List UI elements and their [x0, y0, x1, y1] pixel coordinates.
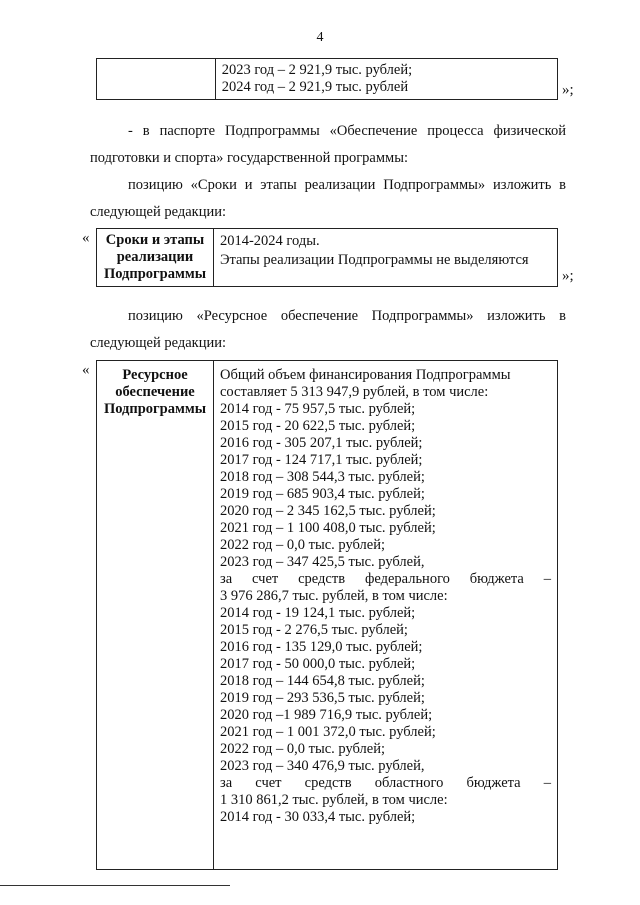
paragraph-resources-position: позицию «Ресурсное обеспечение Подпрограммы» изложить в следующей редакции: [90, 308, 566, 351]
resources-line: 2019 год – 293 536,5 тыс. рублей; [219, 690, 425, 706]
resources-line: 2015 год - 20 622,5 тыс. рублей; [219, 418, 416, 434]
terms-line: Этапы реализации Подпрограммы не выделяются [219, 252, 529, 268]
paragraph-passport: - в паспорте Подпрограммы «Обеспечение процесса физической подготовки и спорта» государственной программы: [90, 123, 566, 166]
resources-line: 2016 год - 135 129,0 тыс. рублей; [219, 639, 423, 655]
resources-line: 2021 год – 1 100 408,0 тыс. рублей; [219, 520, 436, 536]
resources-line: 2017 год - 124 717,1 тыс. рублей; [219, 452, 423, 468]
table2-open-quote: « [82, 230, 90, 246]
resources-line: 2019 год – 685 903,4 тыс. рублей; [219, 486, 425, 502]
top-table-left-cell [97, 59, 216, 100]
top-table-line: 2023 год – 2 921,9 тыс. рублей; [221, 62, 413, 78]
resources-table [96, 360, 558, 870]
resources-line: 2020 год –1 989 716,9 тыс. рублей; [219, 707, 433, 723]
resources-line: 3 976 286,7 тыс. рублей, в том числе: [219, 588, 448, 604]
footer-rule [0, 885, 230, 886]
resources-line: 2014 год - 30 033,4 тыс. рублей; [219, 809, 416, 825]
resources-line: 2020 год – 2 345 162,5 тыс. рублей; [219, 503, 436, 519]
table3-open-quote: « [82, 362, 90, 378]
top-table [96, 58, 558, 100]
resources-line: составляет 5 313 947,9 рублей, в том числе: [219, 384, 489, 400]
terms-value [213, 229, 557, 287]
paragraph-terms-position: позицию «Сроки и этапы реализации Подпрограммы» изложить в следующей редакции: [90, 177, 566, 220]
resources-value [213, 361, 557, 870]
top-table-right-cell [215, 59, 557, 100]
resources-line: за счет средств федерального бюджета – [219, 571, 551, 587]
table2-closing: »; [562, 268, 574, 284]
resources-line: за счет средств областного бюджета – [219, 775, 551, 791]
page-number: 4 [316, 30, 324, 45]
resources-line: 2014 год - 75 957,5 тыс. рублей; [219, 401, 416, 417]
resources-line: 2021 год – 1 001 372,0 тыс. рублей; [219, 724, 436, 740]
terms-table [96, 228, 558, 287]
resources-header: Ресурсное обеспечение Подпрограммы [97, 361, 214, 870]
resources-line: 2018 год – 144 654,8 тыс. рублей; [219, 673, 425, 689]
resources-line: 2014 год - 19 124,1 тыс. рублей; [219, 605, 416, 621]
resources-line: 2023 год – 340 476,9 тыс. рублей, [219, 758, 425, 774]
resources-line: 2022 год – 0,0 тыс. рублей; [219, 537, 385, 553]
top-table-closing: »; [562, 82, 574, 98]
resources-line: 2015 год - 2 276,5 тыс. рублей; [219, 622, 408, 638]
resources-line: 2016 год - 305 207,1 тыс. рублей; [219, 435, 423, 451]
resources-line: 2018 год – 308 544,3 тыс. рублей; [219, 469, 425, 485]
terms-line: 2014-2024 годы. [219, 233, 320, 249]
resources-line: 2022 год – 0,0 тыс. рублей; [219, 741, 385, 757]
resources-line: 2023 год – 347 425,5 тыс. рублей, [219, 554, 425, 570]
resources-line: 1 310 861,2 тыс. рублей, в том числе: [219, 792, 448, 808]
resources-line: Общий объем финансирования Подпрограммы [219, 367, 511, 383]
resources-line: 2017 год - 50 000,0 тыс. рублей; [219, 656, 416, 672]
top-table-line: 2024 год – 2 921,9 тыс. рублей [221, 79, 409, 95]
terms-header: Сроки и этапы реализации Подпрограммы [97, 229, 214, 287]
